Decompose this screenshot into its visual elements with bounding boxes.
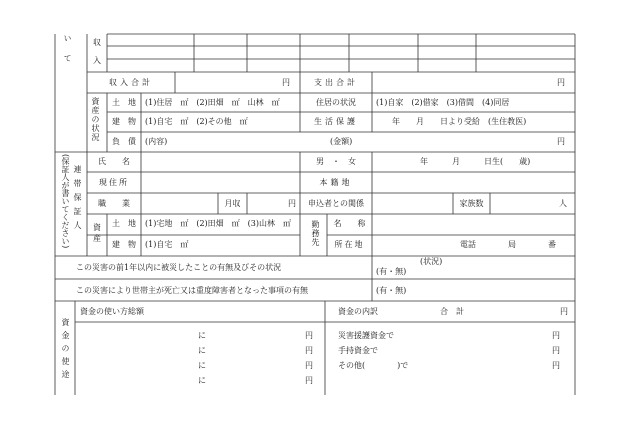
disaster-q2: この災害により世帯主が死亡又は重度障害者となった事項の有無 <box>76 286 308 295</box>
guarantor-income-label: 月収 <box>224 199 241 208</box>
guarantor-land-label: 土 地 <box>112 219 136 228</box>
breakdown-header: 資金の内訳 <box>338 307 378 316</box>
breakdown-total-unit: 円 <box>560 307 568 316</box>
workplace-label: 勤務先 <box>311 220 320 247</box>
guarantor-income-unit: 円 <box>288 199 296 208</box>
building-items: (1)自宅 ㎡ (2)その他 ㎡ <box>145 117 248 126</box>
housing-label: 住居の状況 <box>316 98 356 107</box>
guarantor-domicile-label: 本籍地 <box>319 178 353 187</box>
disaster-q1-status: (状況) <box>420 257 443 266</box>
debt-content: (内容) <box>145 137 168 146</box>
usage-row-ni: に <box>198 361 206 370</box>
usage-row-ni: に <box>198 376 206 385</box>
usage-row-ni: に <box>198 331 206 340</box>
land-items: (1)住居 ㎡ (2)田畑 ㎡ 山林 ㎡ <box>145 98 280 107</box>
usage-row-ni: に <box>198 346 206 355</box>
guarantor-building-label: 建 物 <box>112 240 136 249</box>
guarantor-birth: 年 月 日生( 歳) <box>420 157 531 166</box>
breakdown-row-unit: 円 <box>552 346 560 355</box>
breakdown-row-label: 手持資金で <box>338 346 378 355</box>
usage-row-unit: 円 <box>305 376 313 385</box>
usage-header: 資金の使い方総額 <box>80 307 144 316</box>
expense-total-unit: 円 <box>557 78 565 87</box>
income-label: 収 入 <box>93 38 101 65</box>
section-side-label: い て <box>63 34 72 64</box>
debt-label: 負 債 <box>112 137 136 146</box>
disaster-q1-answer: (有・無) <box>376 267 407 276</box>
assets-side-label: 資産の状況 <box>91 97 100 142</box>
welfare-label: 生活保護 <box>314 117 358 126</box>
guarantor-sex: 男 ・ 女 <box>316 157 356 166</box>
guarantor-family-unit: 人 <box>559 199 567 208</box>
guarantor-family-label: 家族数 <box>459 199 484 208</box>
disaster-q1: この災害の前1年以内に被災したことの有無及びその状況 <box>76 263 282 272</box>
expense-total-label: 支出合計 <box>314 78 358 87</box>
debt-amount: (金額) <box>330 137 353 146</box>
funds-side-label: 資金の使途 <box>61 318 70 383</box>
welfare-value: 年 月 日より受給 (生住教医) <box>392 117 527 126</box>
guarantor-building-items: (1)自宅 ㎡ <box>145 240 189 249</box>
breakdown-total-label: 合 計 <box>440 307 464 316</box>
guarantor-name-label: 氏 名 <box>98 157 130 166</box>
income-total-unit: 円 <box>282 78 290 87</box>
income-total-label: 収入合計 <box>109 78 153 87</box>
workplace-phone: 電話 局 番 <box>460 240 556 249</box>
workplace-name-label: 名 称 <box>333 219 366 228</box>
disaster-q2-answer: (有・無) <box>376 286 407 295</box>
guarantor-side-label: 連帯保証人 <box>73 165 82 235</box>
guarantor-job-label: 職 業 <box>98 199 130 208</box>
breakdown-row-label: その他( )で <box>338 361 409 370</box>
breakdown-row-unit: 円 <box>552 361 560 370</box>
breakdown-row-unit: 円 <box>552 331 560 340</box>
housing-options: (1)自家 (2)借家 (3)借間 (4)同居 <box>376 98 510 107</box>
workplace-address-label: 所在地 <box>334 240 365 249</box>
usage-row-unit: 円 <box>305 346 313 355</box>
debt-unit: 円 <box>557 137 565 146</box>
land-label: 土 地 <box>112 98 136 107</box>
breakdown-row-label: 災害援護資金で <box>338 331 394 340</box>
usage-row-unit: 円 <box>305 361 313 370</box>
guarantor-address-label: 現住所 <box>99 178 129 187</box>
guarantor-assets-label: 資 産 <box>93 223 101 243</box>
guarantor-note: (保証人が書いてください) <box>61 154 70 249</box>
usage-row-unit: 円 <box>305 331 313 340</box>
guarantor-relation-label: 申込者との関係 <box>308 199 364 208</box>
guarantor-land-items: (1)宅地 ㎡ (2)田畑 ㎡ (3)山林 ㎡ <box>145 219 291 228</box>
building-label: 建 物 <box>112 117 136 126</box>
